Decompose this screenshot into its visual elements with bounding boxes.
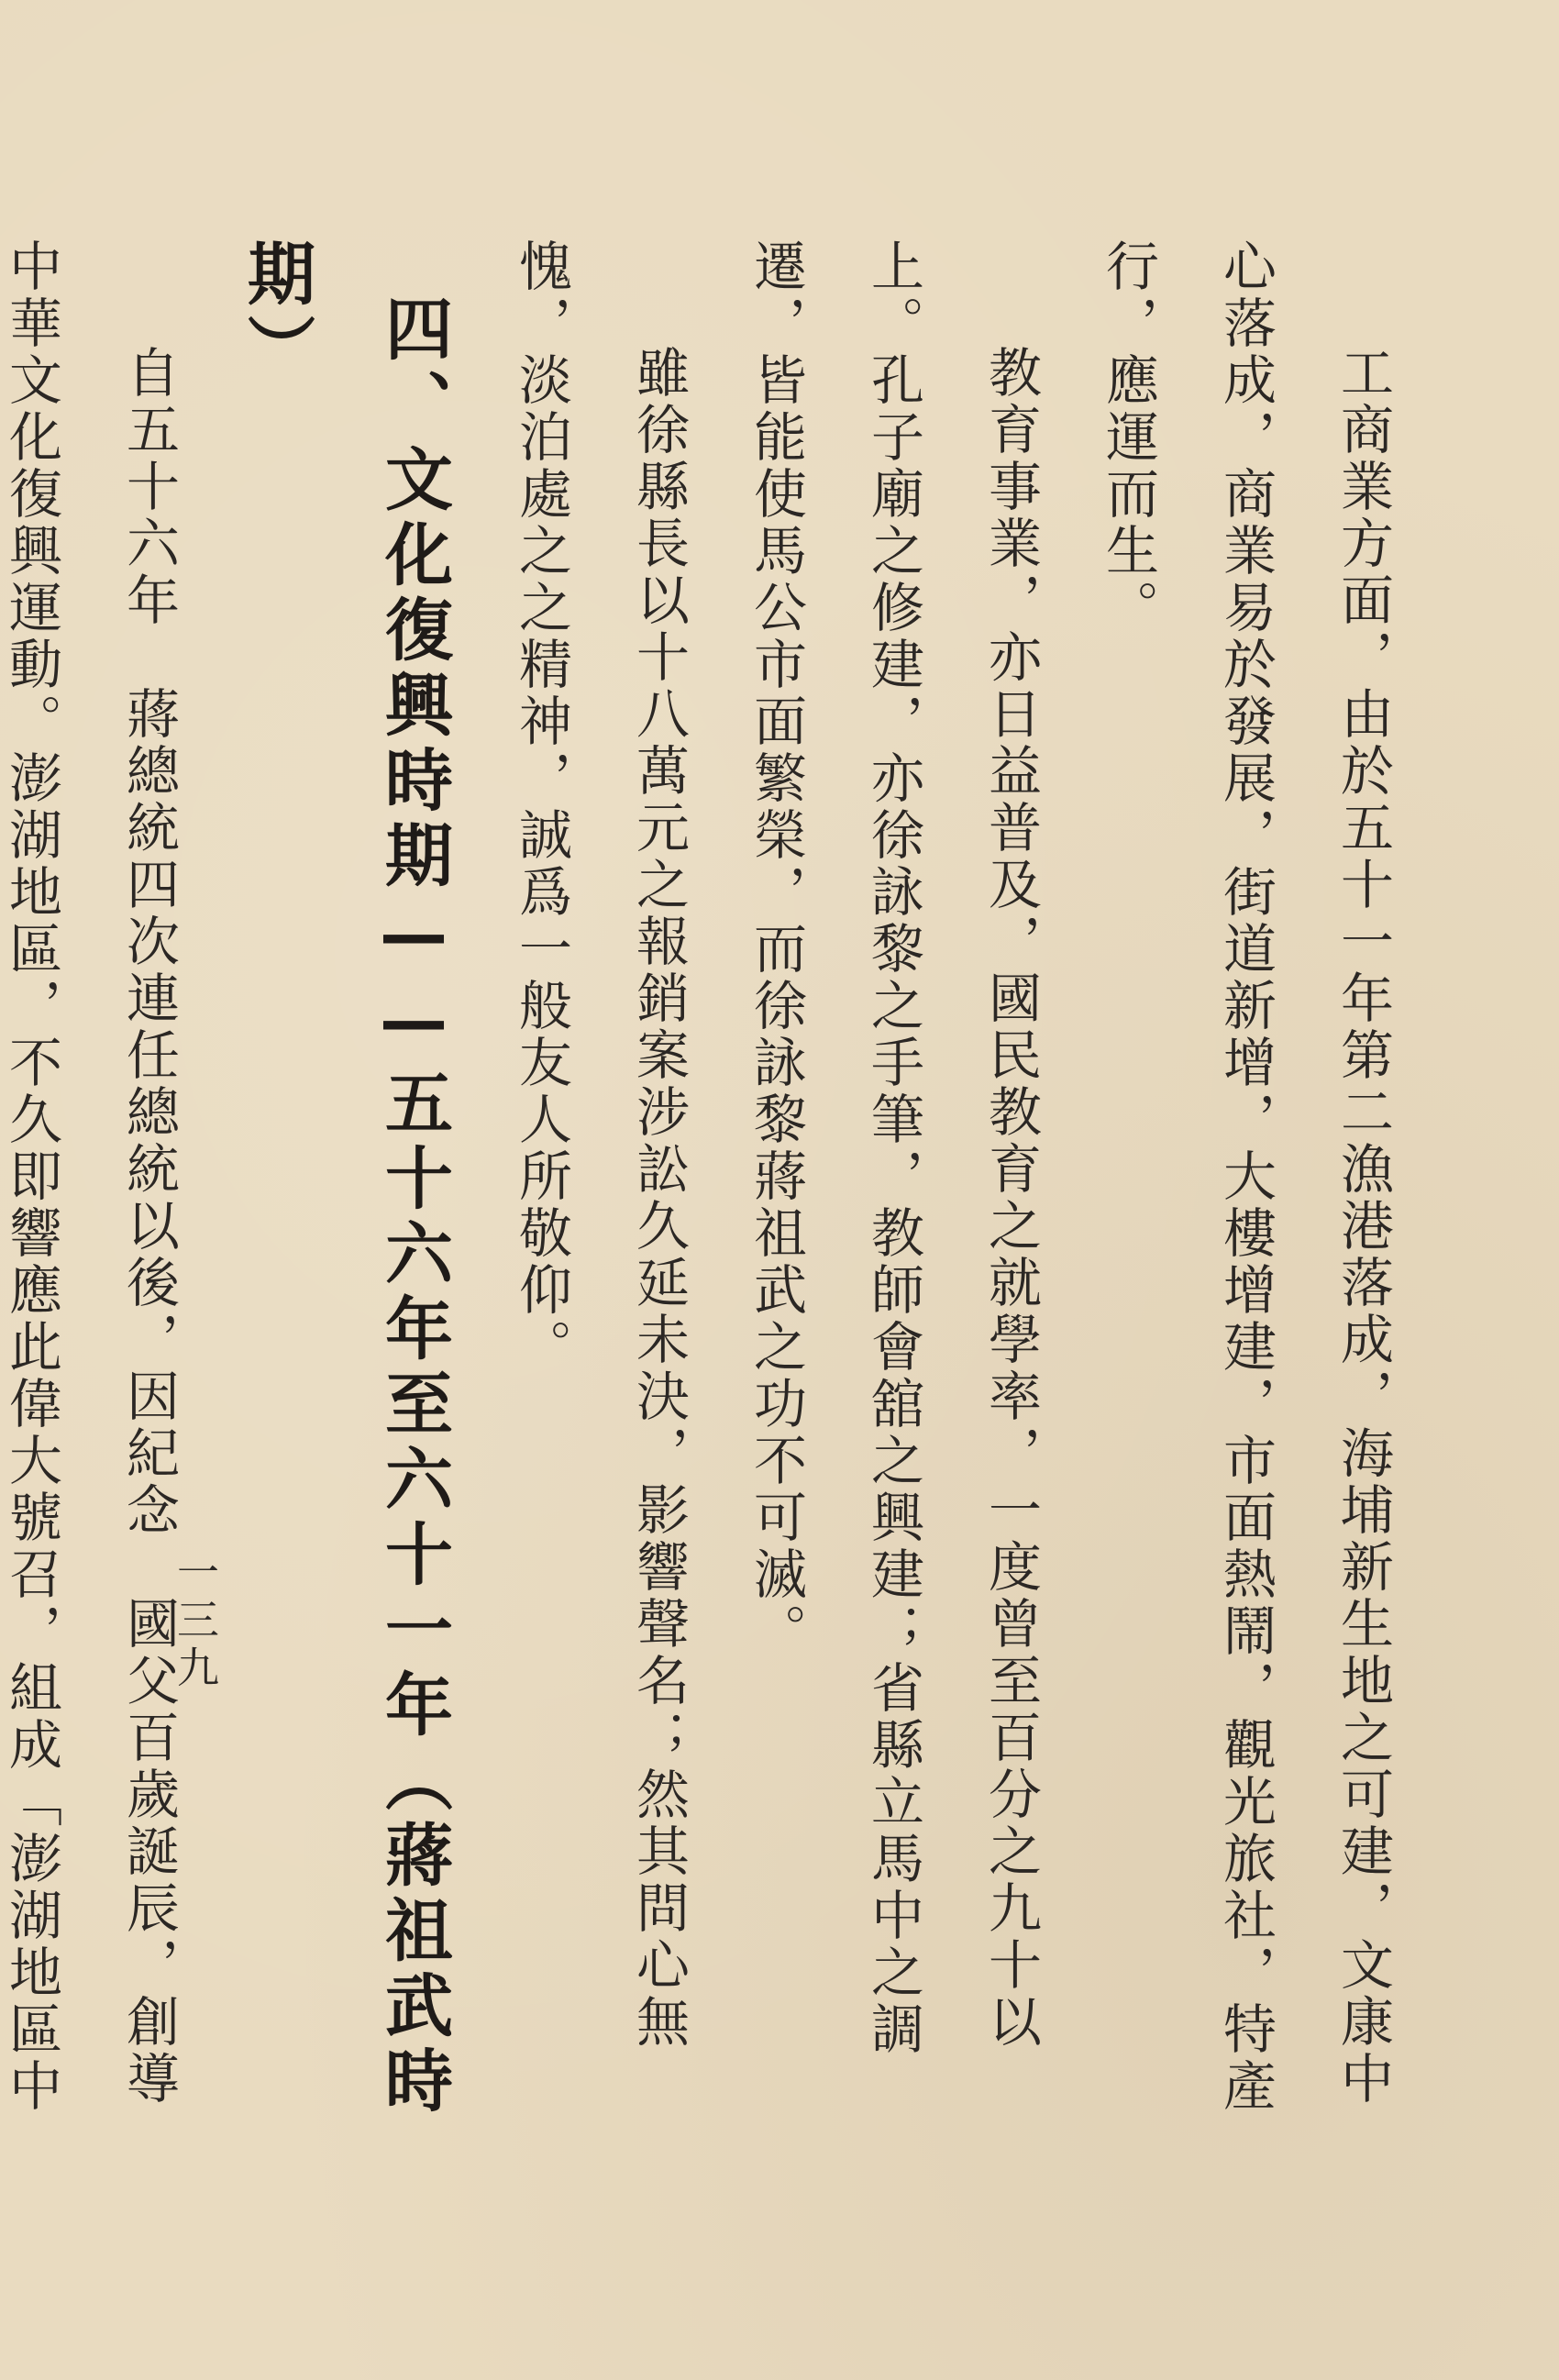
section-heading <box>207 238 482 2146</box>
page-number: 一三九 <box>171 1550 220 1693</box>
section-heading-text: 四、文化復興時期——五十六年至六十一年（蔣祖武時期） <box>237 238 453 2120</box>
paragraph-lawsuit: 雖徐縣長以十八萬元之報銷案涉訟久延未決，影響聲名；然其問心無愧，淡泊處之之精神，誠爲一般友人所敬仰。 <box>510 238 690 2051</box>
paragraph-commerce: 工商業方面，由於五十一年第二漁港落成，海埔新生地之可建，文康中心落成，商業易於發展，街道新增，大樓增建，市面熱鬧，觀光旅社，特產行，應運而生。 <box>1097 238 1394 2115</box>
paragraph-cultural-revival: 自五十六年 蔣總統四次連任總統以後，因紀念 國父百歲誕辰，創導中華文化復興運動。澎湖地區，不久即響應此偉大號召，組成「澎湖地區中 <box>0 238 180 2115</box>
paragraph-education: 教育事業，亦日益普及，國民教育之就學率，一度曾至百分之九十以上。孔子廟之修建，亦徐詠黎之手筆，教師會舘之興建；省縣立馬中之調遷，皆能使馬公市面繁榮，而徐詠黎蔣祖武之功不可滅。 <box>745 238 1042 2058</box>
vertical-text-body <box>0 238 1421 2146</box>
